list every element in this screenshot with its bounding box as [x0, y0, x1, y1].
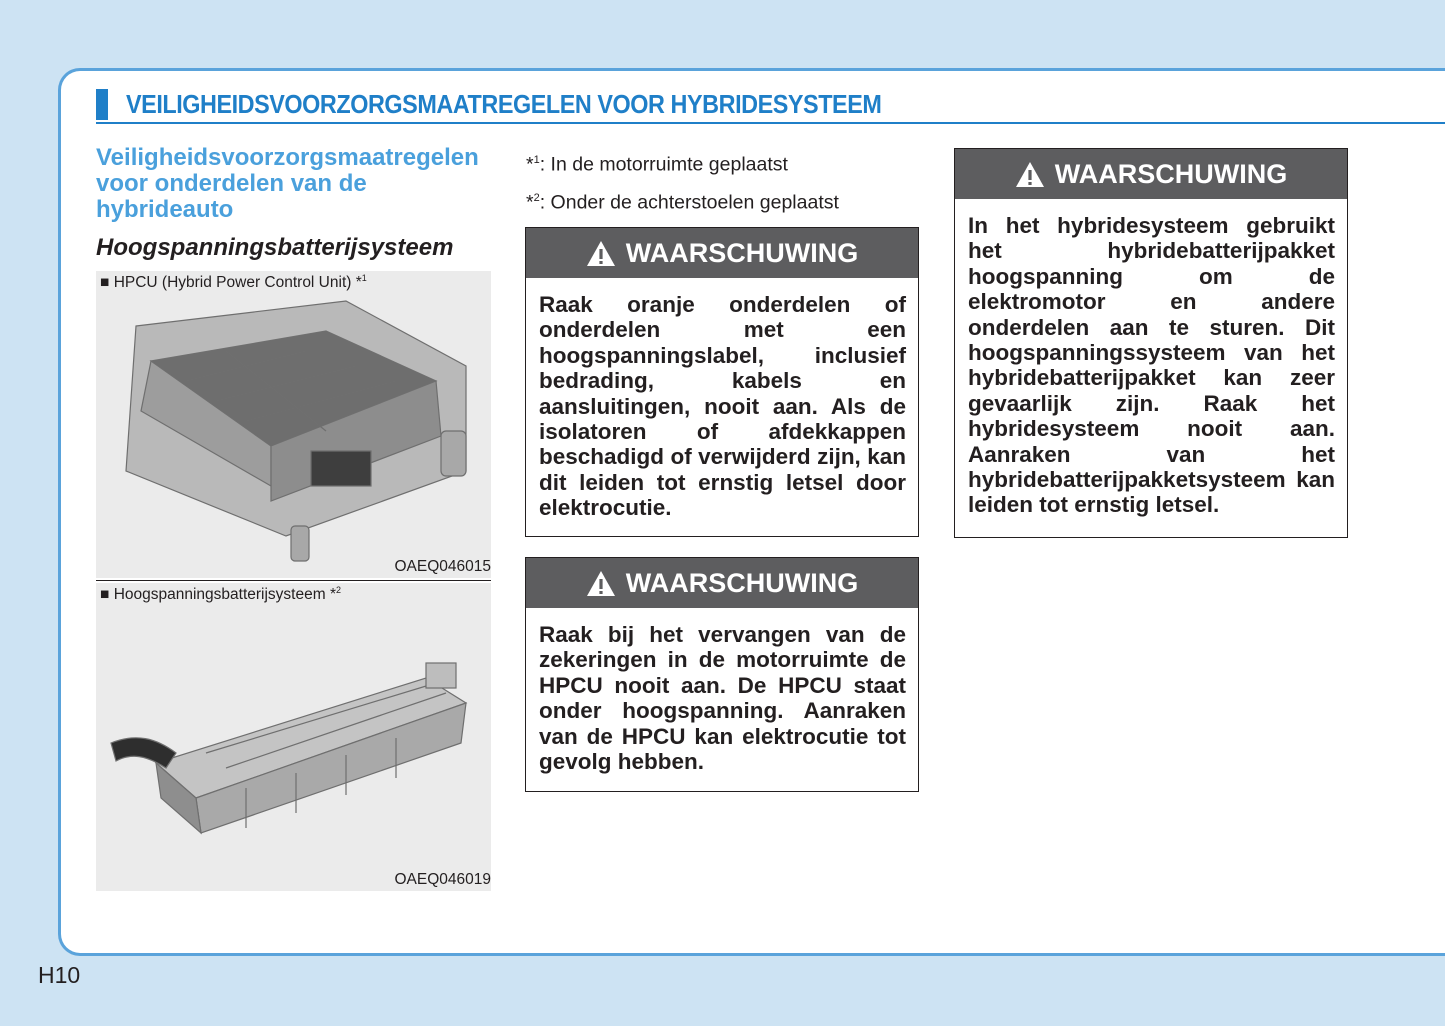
warning-box-2: [525, 557, 919, 792]
footnotes: [526, 144, 839, 219]
figure-hpcu: [96, 271, 491, 578]
hpcu-illustration: [96, 271, 491, 578]
figure-hpcu-code: OAEQ046015: [394, 558, 491, 575]
warning-label: WAARSCHUWING: [1054, 158, 1288, 189]
warning-header: [526, 558, 918, 608]
page-number: H10: [38, 962, 81, 988]
figure-battery-code: OAEQ046019: [394, 871, 491, 888]
battery-illustration: [96, 583, 491, 891]
section-title-bar: [96, 89, 108, 120]
footnote-2: *$^2$: Onder de achterstoelen geplaatst: [526, 191, 839, 213]
figure-hpcu-caption: ■ HPCU (Hybrid Power Control Unit) *$^1$: [100, 273, 367, 292]
warning-box-1: [525, 227, 919, 537]
figure-separator: [96, 580, 491, 581]
warning-triangle-icon: [1015, 161, 1045, 188]
warning-label: WAARSCHUWING: [625, 567, 859, 598]
footnote-1: *$^1$: In de motorruimte geplaatst: [526, 153, 788, 176]
warning-header: [526, 228, 918, 278]
warning-box-3: [954, 148, 1348, 538]
warning-label: WAARSCHUWING: [625, 237, 859, 268]
warning-body: Raak bij het vervangen van de zekeringen in de motorruimte de HPCU nooit aan. De HPCU staat onder hoogspanning. Aanraken van de HPCU kan elektrocutie tot gevolg hebben.: [539, 622, 906, 775]
warning-body: Raak oranje onderdelen of onderdelen met een hoogspanningslabel, inclusief bedrading, kabels en aansluitingen, nooit aan. Als de isolatoren of afdekkappen beschadigd of verwijderd zijn, kan dit leiden tot ernstig letsel door elektrocutie.: [539, 292, 906, 521]
warning-header: [955, 149, 1347, 199]
warning-body: In het hybridesysteem gebruikt het hybridebatterijpakket hoogspanning om de elektromotor en andere onderdelen aan te sturen. Dit hoogspanningssysteem van het hybridebatterijpakket kan zeer gevaarlijk zijn. Raak het hybridesysteem nooit aan. Aanraken van het hybridebatterijpakketsysteem kan leiden tot ernstig letsel.: [968, 213, 1335, 518]
italic-heading: Hoogspanningsbatterijsysteem: [96, 234, 454, 261]
section-title: [96, 86, 1445, 124]
warning-triangle-icon: [586, 240, 616, 267]
section-title-text: VEILIGHEIDSVOORZORGSMAATREGELEN VOOR HYBRIDESYSTEEM: [126, 89, 882, 119]
subheading: Veiligheidsvoorzorgsmaatregelen voor onderdelen van de hybrideauto: [96, 144, 479, 223]
figure-battery-caption: ■ Hoogspanningsbatterijsysteem *$^2$: [100, 585, 342, 604]
figure-battery: [96, 583, 491, 891]
warning-triangle-icon: [586, 570, 616, 597]
